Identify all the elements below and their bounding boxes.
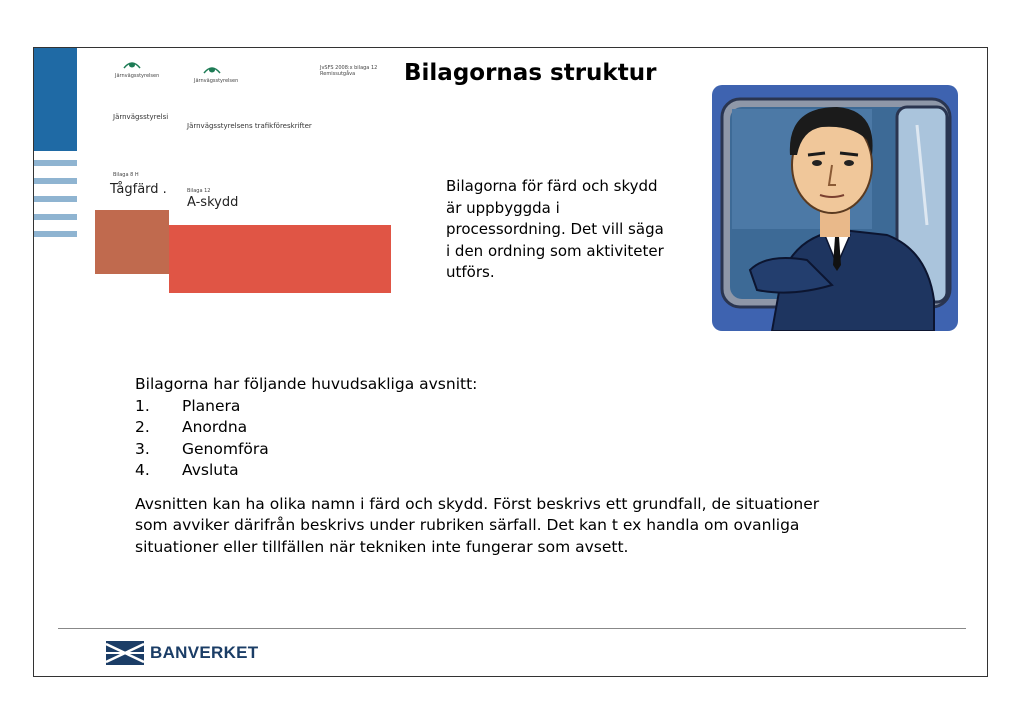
banverket-logo [106,641,259,665]
list-item-label: Planera [182,396,241,415]
document-color-band [169,225,391,293]
document-org: Järnvägsstyrelsen [194,78,239,84]
list-item [135,439,835,461]
sidebar-stripe [34,160,77,166]
body-paragraph: Avsnitten kan ha olika namn i färd och skydd. Först beskrivs ett grundfall, de situationer som avviker därifrån beskrivs under rubriken särfall. Det kan t ex handla om ovanliga situationer eller tillfällen när tekniken inte fungerar som avsett. [135,494,820,556]
jarnvagsstyrelsen-logo-icon [203,65,221,74]
document-bilaga: Bilaga 8 H [113,172,139,178]
sidebar-accent [34,48,77,151]
list-item-number: 2. [135,418,150,436]
list-item-label: Avsluta [182,461,239,479]
footer-divider [58,628,966,629]
document-color-band [95,210,171,274]
list-item [135,396,835,418]
train-driver-illustration [712,85,958,331]
list-item-label: Anordna [182,418,248,436]
section-list [135,396,835,482]
sidebar-stripe [34,231,77,237]
main-content [135,374,835,558]
jarnvagsstyrelsen-logo-icon [123,60,141,69]
brand-name: BANVERKET [150,643,259,662]
document-org-short: Järnvägsstyrelsi [113,113,169,121]
list-item [135,417,835,439]
list-item-number: 4. [135,461,150,479]
list-item-number: 1. [135,396,150,415]
list-item-number: 3. [135,439,150,458]
document-org: Järnvägsstyrelsen [115,73,160,79]
list-intro: Bilagorna har följande huvudsakliga avsnitt: [135,375,478,393]
list-item [135,460,835,482]
sidebar-stripe [34,214,77,220]
document-reference: JvSFS 2008:x bilaga 12 [320,65,378,71]
train-driver-icon [712,85,958,331]
document-title: A-skydd [187,195,239,210]
banverket-logo-icon [106,641,144,665]
intro-text: Bilagorna för färd och skydd är uppbyggda i processordning. Det vill säga i den ordning som aktiviteter utförs. [446,177,664,281]
sidebar-stripe [34,196,77,202]
slide [33,47,988,677]
document-heading: Järnvägsstyrelsens trafikföreskrifter [187,122,312,130]
document-title: Tågfärd . [110,182,167,197]
sidebar-stripe [34,178,77,184]
list-item-label: Genomföra [182,439,269,458]
document-bilaga: Bilaga 12 [187,188,211,194]
document-reference-edition: Remissutgåva [320,71,356,77]
slide-title: Bilagornas struktur [404,60,657,86]
